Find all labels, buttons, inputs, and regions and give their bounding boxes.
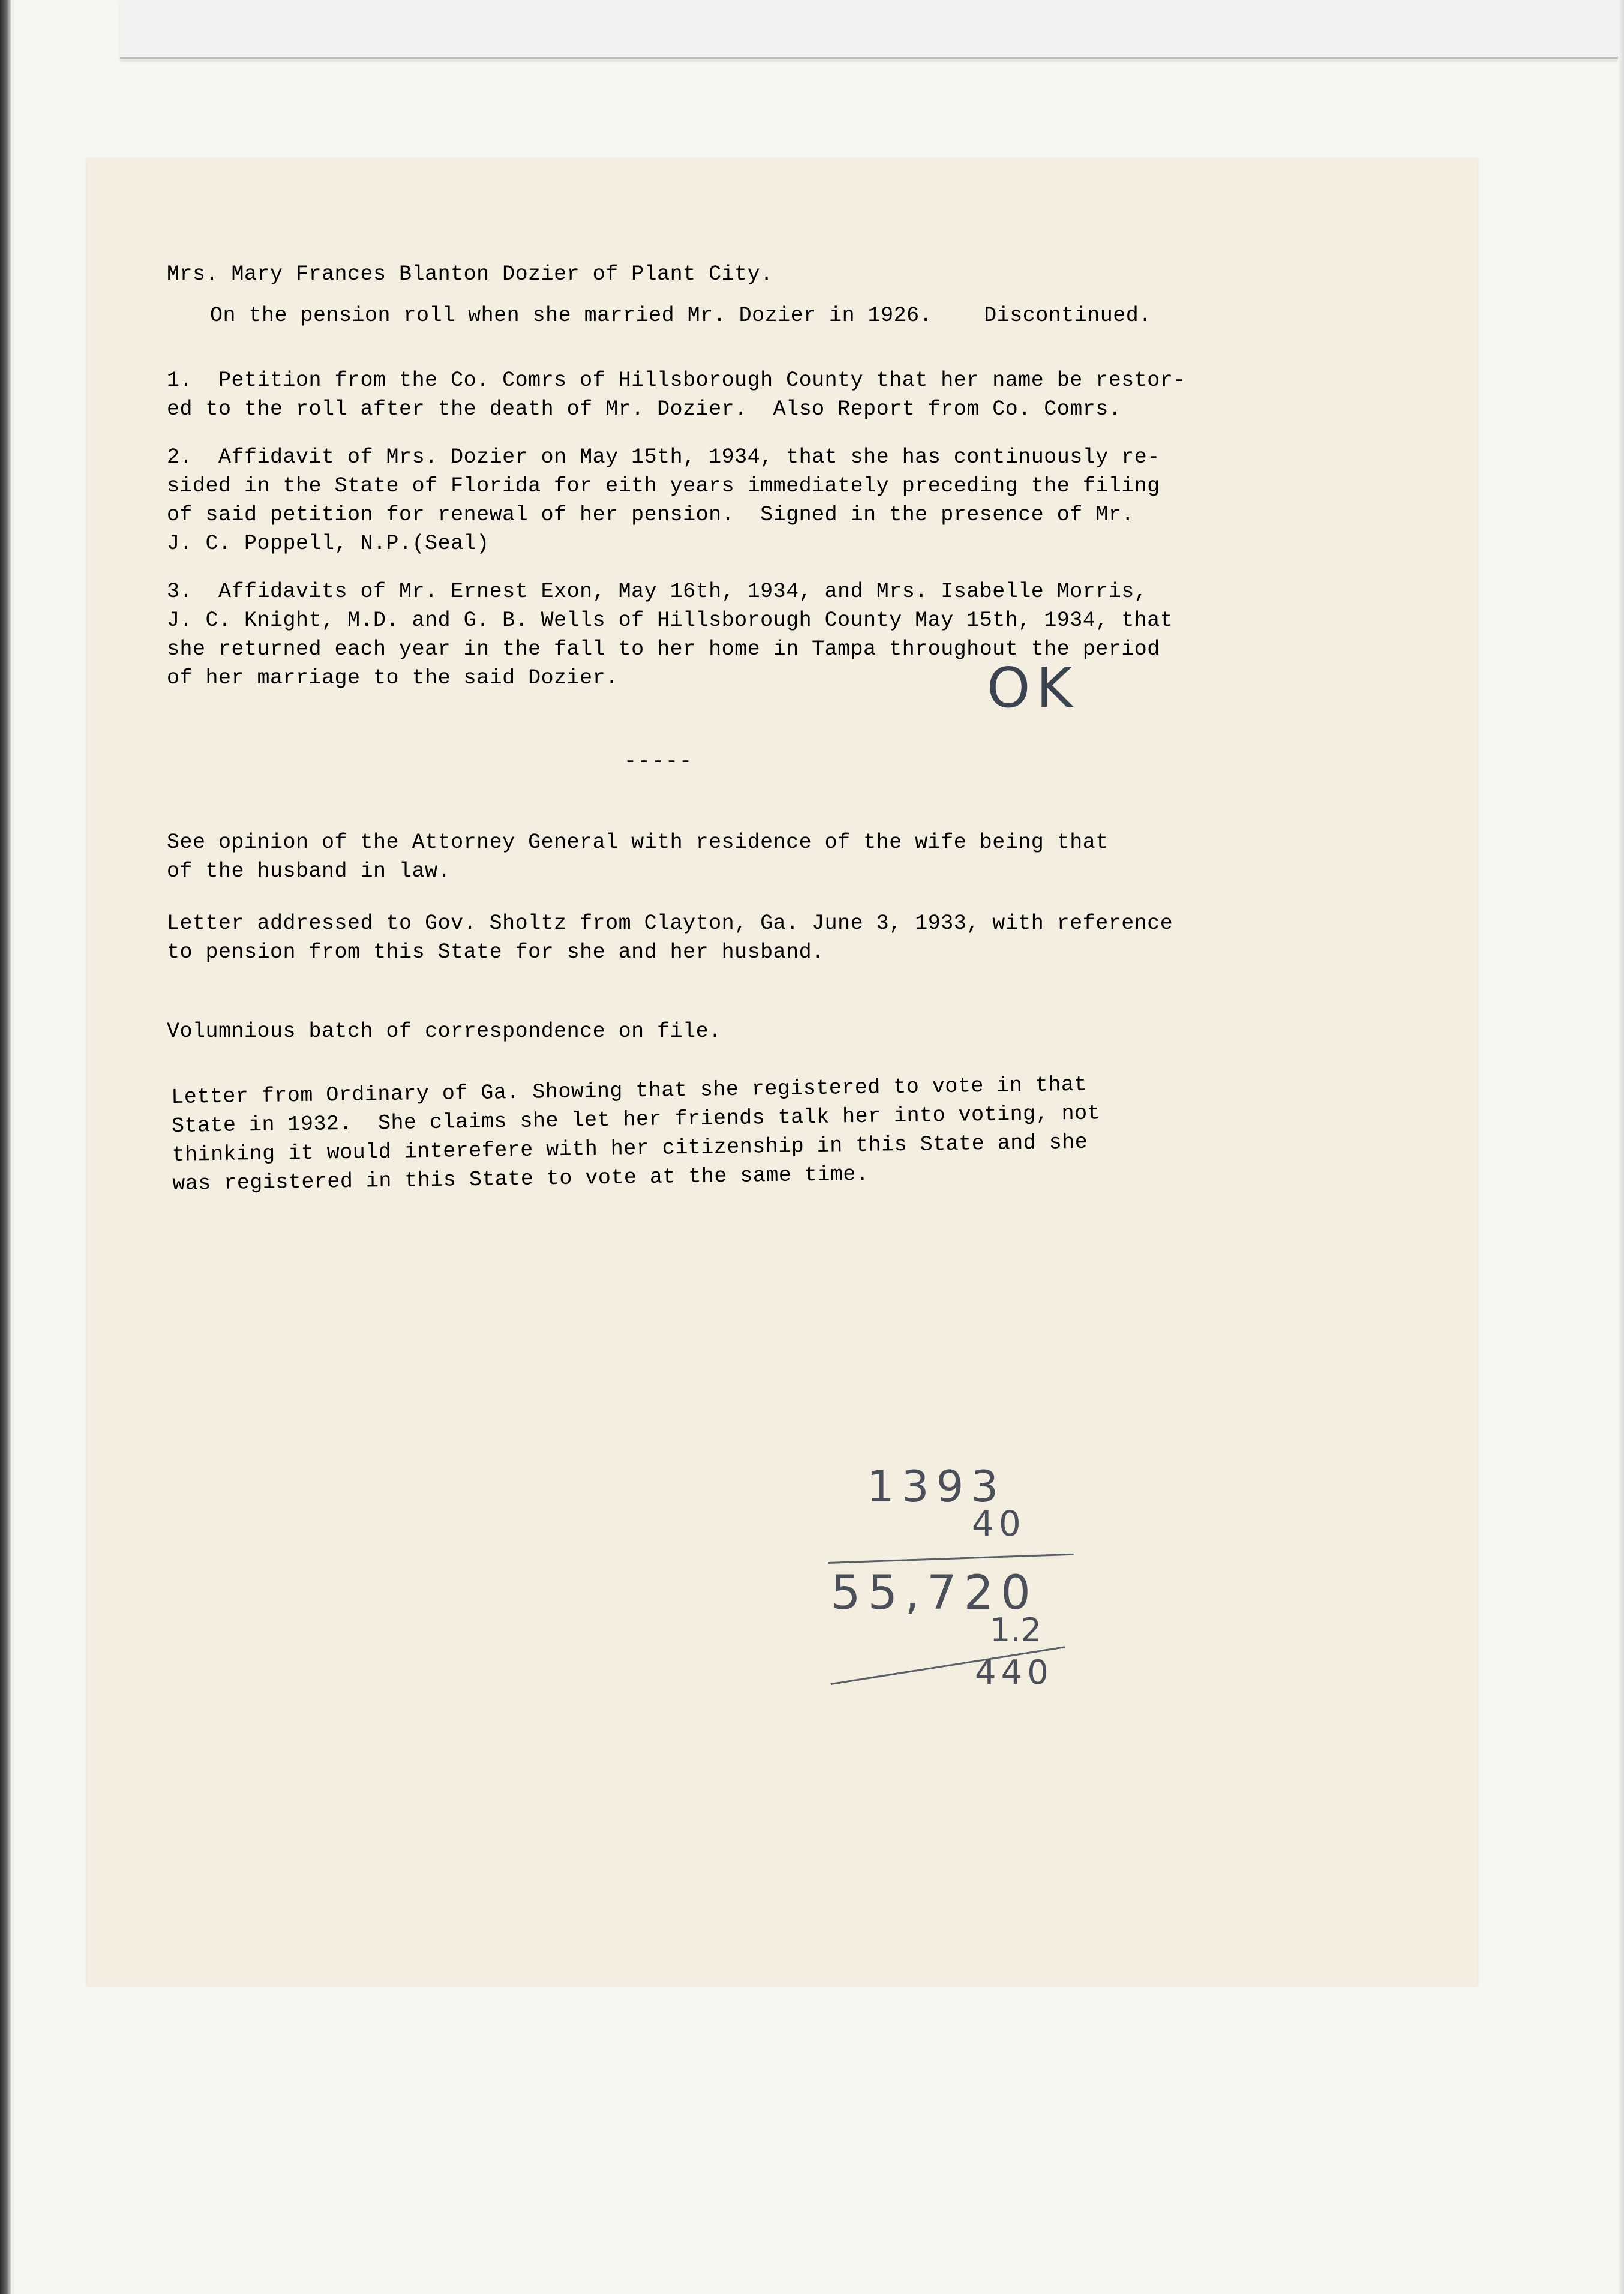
- ordinary-note-line-1: Letter from Ordinary of Ga. Showing that she registered to vote in that: [171, 1072, 1088, 1109]
- intro-line: On the pension roll when she married Mr. Dozier in 1926. Discontinued.: [210, 304, 1152, 328]
- attorney-note-line-1: See opinion of the Attorney General with residence of the wife being that: [167, 830, 1109, 854]
- item-1-petition: [167, 366, 1186, 424]
- calc-line-2: 40: [972, 1503, 1026, 1544]
- calc-line-5: 440: [975, 1653, 1053, 1692]
- item-2-line-4: J. C. Poppell, N.P.(Seal): [167, 532, 490, 556]
- ordinary-note-line-2: State in 1932. She claims she let her friends talk her into voting, not: [171, 1101, 1101, 1138]
- governor-letter-note: [167, 909, 1173, 967]
- calc-line-3: 55,720: [831, 1566, 1038, 1620]
- item-2-line-2: sided in the State of Florida for eith years immediately preceding the filing: [167, 474, 1160, 498]
- handwritten-calculation: [738, 1461, 1110, 1725]
- scan-top-band: [120, 0, 1624, 59]
- calc-rule-1: [828, 1554, 1074, 1564]
- ordinary-note-line-3: thinking it would interefere with her citizenship in this State and she: [172, 1130, 1088, 1167]
- item-3-line-1: 3. Affidavits of Mr. Ernest Exon, May 16th, 1934, and Mrs. Isabelle Morris,: [167, 580, 1148, 604]
- letter-note-line-1: Letter addressed to Gov. Sholtz from Clayton, Ga. June 3, 1933, with reference: [167, 911, 1173, 935]
- item-3-line-3: she returned each year in the fall to her home in Tampa throughout the period: [167, 637, 1160, 661]
- ordinary-note-line-4: was registered in this State to vote at the same time.: [172, 1162, 869, 1196]
- item-2-affidavit: [167, 443, 1160, 558]
- item-1-line-1: 1. Petition from the Co. Comrs of Hillsborough County that her name be restor-: [167, 368, 1186, 392]
- page-heading: Mrs. Mary Frances Blanton Dozier of Plant City.: [167, 262, 773, 286]
- scan-left-edge: [0, 0, 11, 2294]
- ordinary-letter-note: [171, 1070, 1101, 1198]
- calc-line-1: 1393: [867, 1461, 1006, 1512]
- section-divider: -----: [624, 749, 694, 773]
- item-1-line-2: ed to the roll after the death of Mr. Dozier. Also Report from Co. Comrs.: [167, 397, 1122, 421]
- item-3-line-4: of her marriage to the said Dozier.: [167, 666, 619, 690]
- attorney-general-note: [167, 828, 1109, 886]
- attorney-note-line-2: of the husband in law.: [167, 859, 451, 883]
- calc-line-4: 1.2: [990, 1611, 1041, 1649]
- scan-right-edge: [1618, 0, 1624, 2294]
- correspondence-note: Volumnious batch of correspondence on file.: [167, 1019, 722, 1043]
- handwritten-ok-mark: OK: [987, 656, 1079, 720]
- item-3-line-2: J. C. Knight, M.D. and G. B. Wells of Hillsborough County May 15th, 1934, that: [167, 608, 1173, 632]
- letter-note-line-2: to pension from this State for she and her husband.: [167, 940, 825, 964]
- item-2-line-1: 2. Affidavit of Mrs. Dozier on May 15th, 1934, that she has continuously re-: [167, 445, 1160, 469]
- item-2-line-3: of said petition for renewal of her pension. Signed in the presence of Mr.: [167, 503, 1134, 527]
